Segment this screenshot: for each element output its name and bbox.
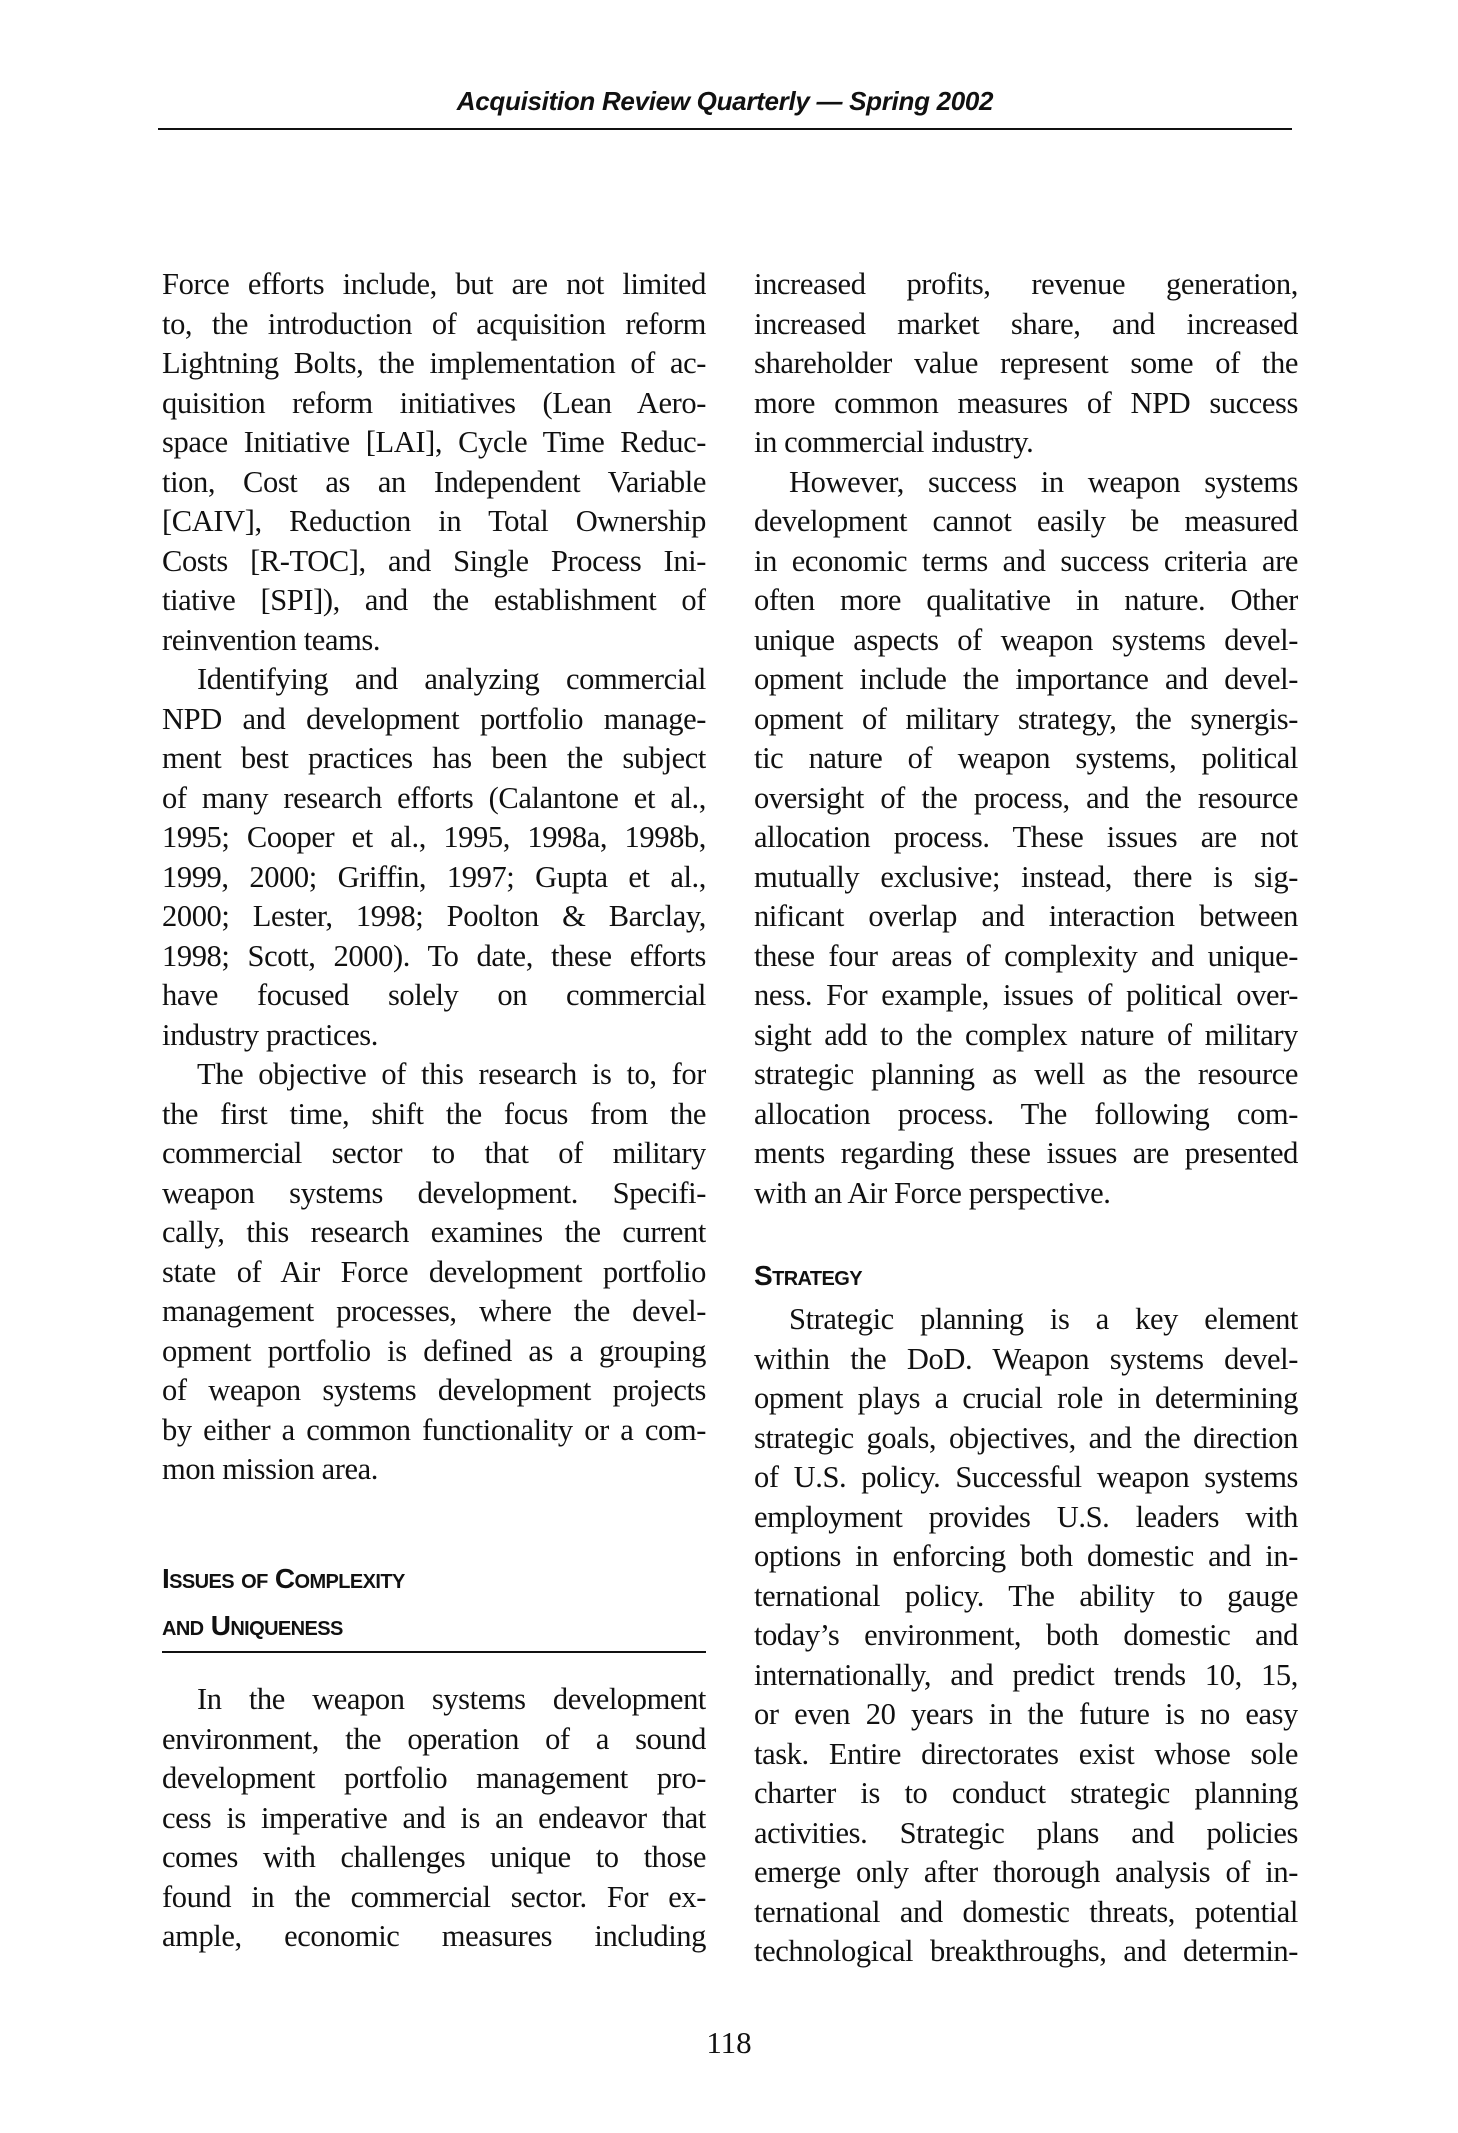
text-line: technological breakthroughs, and determin- bbox=[754, 1934, 1298, 1968]
text-line: internationally, and predict trends 10, 15, bbox=[754, 1657, 1298, 1692]
text-line: today’s environment, both domestic and bbox=[754, 1618, 1298, 1652]
running-header: Acquisition Review Quarterly — Spring 2002 bbox=[456, 86, 994, 116]
text-line: Strategic planning is a key element bbox=[789, 1302, 1298, 1336]
text-line: space Initiative [LAI], Cycle Time Reduc- bbox=[162, 425, 706, 459]
text-line: strategic planning as well as the resource bbox=[754, 1057, 1298, 1091]
text-line: of weapon systems development projects bbox=[162, 1373, 706, 1407]
text-line: shareholder value represent some of the bbox=[754, 346, 1298, 380]
section-heading-line: and Uniqueness bbox=[162, 1610, 343, 1641]
text-line: opment include the importance and devel- bbox=[754, 662, 1298, 696]
text-line: in commercial industry. bbox=[754, 425, 1034, 459]
text-line: or even 20 years in the future is no easy bbox=[754, 1697, 1298, 1731]
text-line: commercial sector to that of military bbox=[162, 1136, 706, 1170]
text-line: employment provides U.S. leaders with bbox=[754, 1499, 1298, 1534]
text-line: within the DoD. Weapon systems devel- bbox=[754, 1341, 1298, 1376]
text-line: of U.S. policy. Successful weapon systems bbox=[754, 1460, 1298, 1494]
text-line: opment plays a crucial role in determining bbox=[754, 1381, 1298, 1415]
text-line: reinvention teams. bbox=[162, 622, 381, 657]
text-line: Identifying and analyzing commercial bbox=[197, 662, 706, 696]
text-line: opment portfolio is defined as a grouping bbox=[162, 1333, 706, 1368]
text-line: emerge only after thorough analysis of in- bbox=[754, 1855, 1298, 1889]
text-line: to, the introduction of acquisition reform bbox=[162, 306, 706, 341]
text-line: cess is imperative and is an endeavor that bbox=[162, 1800, 706, 1835]
text-line: mon mission area. bbox=[162, 1452, 378, 1486]
text-line: development portfolio management pro- bbox=[162, 1761, 706, 1795]
text-line: nificant overlap and interaction between bbox=[754, 899, 1298, 933]
section-heading-strategy: Strategy bbox=[754, 1260, 862, 1291]
text-line: often more qualitative in nature. Other bbox=[754, 583, 1298, 617]
text-line: ness. For example, issues of political over- bbox=[754, 978, 1298, 1012]
text-line: tiative [SPI]), and the establishment of bbox=[162, 583, 706, 617]
section-heading-complexity bbox=[162, 1555, 405, 1649]
text-line: quisition reform initiatives (Lean Aero- bbox=[162, 385, 706, 420]
text-line: management processes, where the devel- bbox=[162, 1294, 706, 1328]
text-line: ternational and domestic threats, potential bbox=[754, 1894, 1298, 1929]
text-line: with an Air Force perspective. bbox=[754, 1175, 1111, 1210]
section-rule bbox=[162, 1651, 706, 1653]
text-line: Lightning Bolts, the implementation of ac- bbox=[162, 346, 706, 380]
text-line: ment best practices has been the subject bbox=[162, 741, 706, 775]
text-line: weapon systems development. Specifi- bbox=[162, 1175, 706, 1210]
text-line: options in enforcing both domestic and in- bbox=[754, 1539, 1298, 1573]
text-line: activities. Strategic plans and policies bbox=[754, 1815, 1298, 1850]
text-line: NPD and development portfolio manage- bbox=[162, 701, 706, 736]
text-line: the first time, shift the focus from the bbox=[162, 1096, 706, 1131]
text-line: allocation process. The following com- bbox=[754, 1096, 1298, 1131]
text-line: sight add to the complex nature of military bbox=[754, 1017, 1298, 1052]
text-line: However, success in weapon systems bbox=[789, 464, 1298, 499]
text-line: state of Air Force development portfolio bbox=[162, 1254, 706, 1289]
text-line: 1995; Cooper et al., 1995, 1998a, 1998b, bbox=[162, 820, 706, 854]
text-line: comes with challenges unique to those bbox=[162, 1840, 706, 1874]
text-line: 1999, 2000; Griffin, 1997; Gupta et al., bbox=[162, 859, 706, 894]
text-line: Force efforts include, but are not limited bbox=[162, 267, 706, 301]
text-line: have focused solely on commercial bbox=[162, 978, 706, 1012]
header-rule bbox=[158, 128, 1292, 130]
text-line: by either a common functionality or a com- bbox=[162, 1412, 706, 1447]
text-line: allocation process. These issues are not bbox=[754, 820, 1298, 854]
page-number: 118 bbox=[706, 2025, 752, 2060]
text-line: development cannot easily be measured bbox=[754, 504, 1298, 538]
text-line: mutually exclusive; instead, there is sig- bbox=[754, 859, 1298, 894]
text-line: strategic goals, objectives, and the direction bbox=[754, 1420, 1298, 1455]
text-line: ments regarding these issues are presented bbox=[754, 1136, 1298, 1170]
text-line: In the weapon systems development bbox=[197, 1682, 706, 1716]
text-line: task. Entire directorates exist whose sole bbox=[754, 1736, 1298, 1771]
text-line: of many research efforts (Calantone et al., bbox=[162, 780, 706, 815]
section-heading-line: Issues of Complexity bbox=[162, 1563, 405, 1594]
text-line: increased profits, revenue generation, bbox=[754, 267, 1298, 301]
text-line: [CAIV], Reduction in Total Ownership bbox=[162, 504, 706, 538]
text-line: cally, this research examines the current bbox=[162, 1215, 706, 1249]
text-line: environment, the operation of a sound bbox=[162, 1721, 706, 1756]
text-line: increased market share, and increased bbox=[754, 306, 1298, 341]
text-line: industry practices. bbox=[162, 1017, 378, 1052]
text-line: 1998; Scott, 2000). To date, these efforts bbox=[162, 938, 706, 973]
right-column bbox=[754, 265, 1298, 1213]
left-column-continued bbox=[162, 1680, 706, 1957]
right-column-continued bbox=[754, 1300, 1298, 1972]
text-line: The objective of this research is to, for bbox=[197, 1057, 706, 1091]
text-line: ample, economic measures including bbox=[162, 1919, 706, 1953]
left-column bbox=[162, 265, 706, 1490]
text-line: 2000; Lester, 1998; Poolton & Barclay, bbox=[162, 899, 706, 933]
text-line: tic nature of weapon systems, political bbox=[754, 741, 1298, 775]
text-line: found in the commercial sector. For ex- bbox=[162, 1879, 706, 1914]
text-line: in economic terms and success criteria are bbox=[754, 543, 1298, 578]
text-line: charter is to conduct strategic planning bbox=[754, 1776, 1298, 1810]
text-line: these four areas of complexity and unique- bbox=[754, 938, 1298, 973]
text-line: Costs [R-TOC], and Single Process Ini- bbox=[162, 543, 706, 578]
text-line: opment of military strategy, the synergis- bbox=[754, 701, 1298, 736]
text-line: ternational policy. The ability to gauge bbox=[754, 1578, 1298, 1613]
text-line: tion, Cost as an Independent Variable bbox=[162, 464, 706, 499]
text-line: unique aspects of weapon systems devel- bbox=[754, 622, 1298, 657]
text-line: more common measures of NPD success bbox=[754, 385, 1298, 420]
text-line: oversight of the process, and the resource bbox=[754, 780, 1298, 815]
